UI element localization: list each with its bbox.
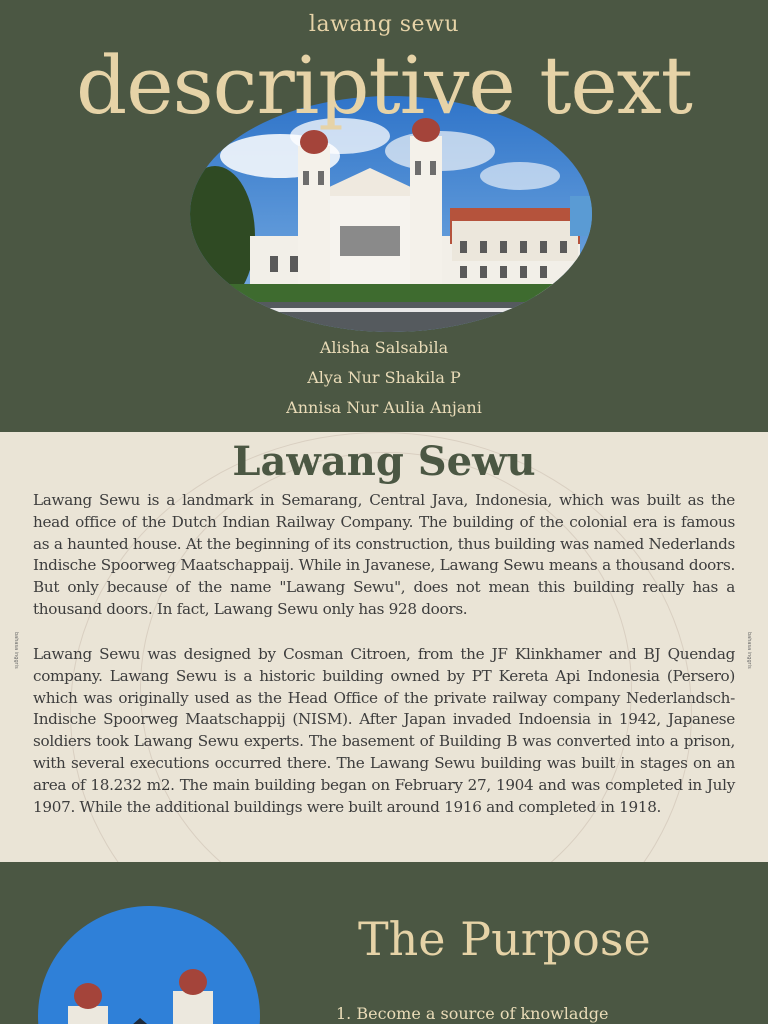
- list-item: 1. Become a source of knowladge: [336, 1004, 609, 1023]
- paragraph: Lawang Sewu is a landmark in Semarang, Central Java, Indonesia, which was built as the head office of the Dutch Indian Railway Company. The building of the colonial era is famous as a haunted house. At the beginning of its construction, thus building was named Nederlands Indische Spoorweg Maatschappaij. While in Javanese, Lawang Sewu means a thousand doors. But only because of the name "Lawang Sewu", does not mean this building really has a thousand doors. In fact, Lawang Sewu only has 928 doors.: [33, 491, 735, 618]
- side-note-left: bahasa inggris: [13, 632, 19, 669]
- subtitle: lawang sewu: [308, 12, 460, 37]
- section-title: The Purpose: [358, 912, 651, 966]
- author-list: [0, 333, 768, 423]
- paragraph: Lawang Sewu was designed by Cosman Citroen, from the JF Klinkhamer and BJ Quendag company. Lawang Sewu is a historic building owned by PT Kereta Api Indonesia (Persero) which was originally used as the Head Office of the private railway company Nederlandsch-Indische Spoorweg Maatschappij (NISM). After Japan invaded Indoensia in 1942, Japanese soldiers took Lawang Sewu experts. The basement of Building B was converted into a prison, with several executions occurred there. The Lawang Sewu building was built in stages on an area of 18.232 m2. The main building began on February 27, 1904 and was completed in July 1907. While the additional buildings were built around 1916 and completed in 1918.: [33, 645, 735, 816]
- section-title: Lawang Sewu: [232, 438, 536, 485]
- purpose-section: [0, 862, 768, 1024]
- purpose-list: [336, 1004, 608, 1023]
- main-title: descriptive text: [76, 39, 692, 132]
- building-photo: [38, 906, 260, 1024]
- lawang-sewu-section: [0, 432, 768, 862]
- author-name: Alisha Salsabila: [319, 338, 449, 357]
- side-note-right: bahasa inggris: [746, 632, 752, 669]
- author-name: Alya Nur Shakila P: [307, 368, 461, 387]
- author-name: Annisa Nur Aulia Anjani: [286, 398, 482, 417]
- title-section: [0, 0, 768, 432]
